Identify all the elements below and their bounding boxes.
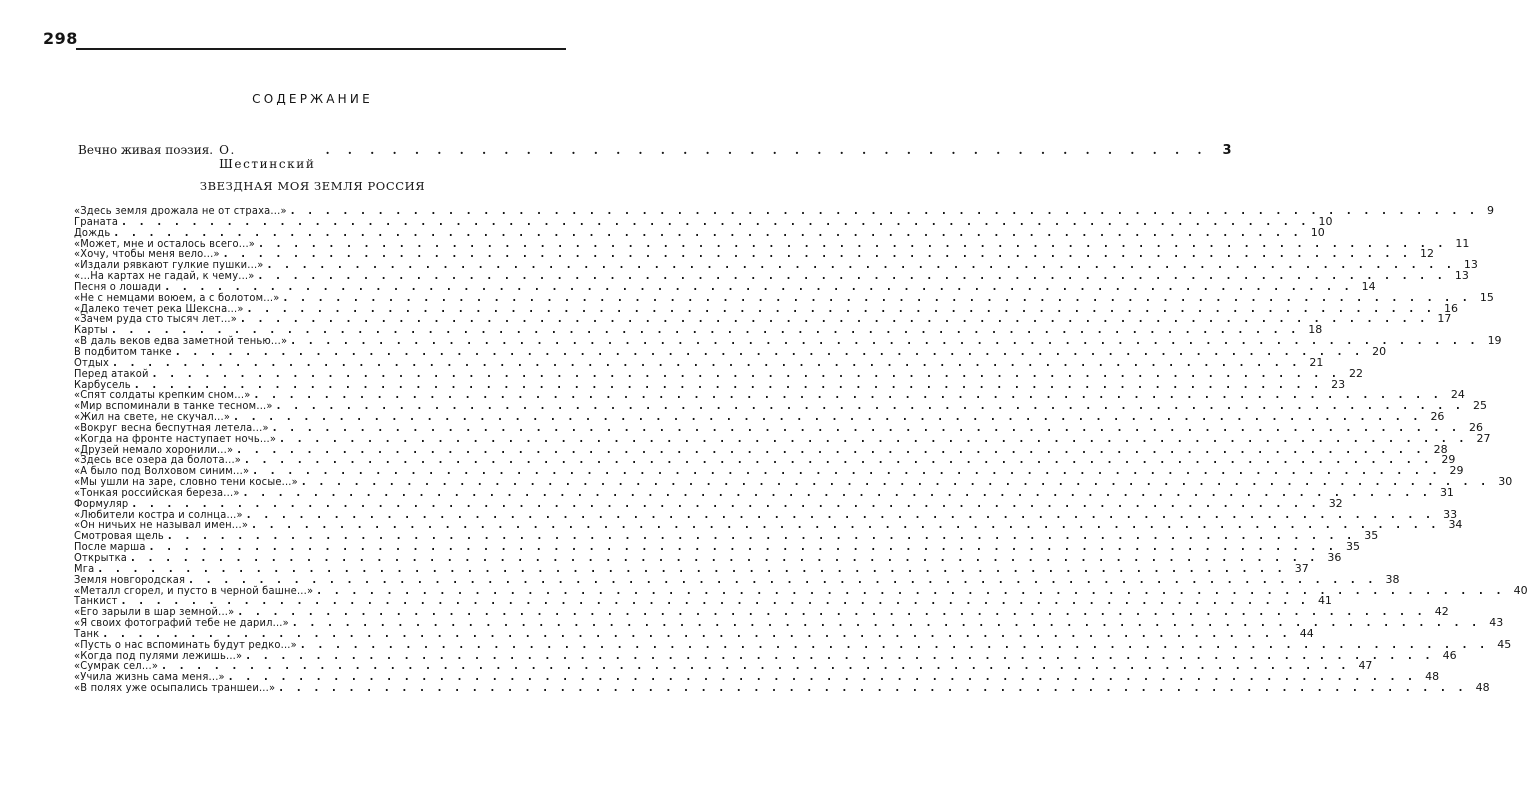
toc-entry-page-number: 25 — [1472, 399, 1487, 413]
dot-leader: . . . . . . . . . . . . . . . . . . . . . . . . . . . . . . . . . . . . . . . . . . . . . . . . . . . . . . . . . . . . . . . . . . . . — [134, 377, 1324, 391]
toc-entry-title: «Издали рявкают гулкие пушки...» — [74, 258, 264, 272]
dot-leader: . . . . . . . . . . . . . . . . . . . . . . . . . . . . . . . . . . . . . . . . . . . . . . . . . . . . . . . . . . . . . . . . . . . . — [132, 496, 1321, 510]
toc-entry-title: «Когда на фронте наступает ночь...» — [74, 431, 277, 445]
dot-leader: . . . . . . . . . . . . . . . . . . . . . . . . . . . . . . . . . . . . . . . . . . . . . . . . . . . . . . . . . . . . . . . . . . . . — [241, 312, 1430, 326]
dot-leader: . . . . . . . . . . . . . . . . . . . . . . . . . . . . . . . . . . . . . . . . . . . . . . . . . . . . . . . . . . . . . . . . . . . . — [253, 464, 1442, 478]
dot-leader: . . . . . . . . . . . . . . . . . . . . . . . . . . . . . . . . . . . . . . . . . . . . . . . . . . . . . . . . . . . . . . . . . . . . — [113, 355, 1302, 369]
dot-leader: . . . . . . . . . . . . . . . . . . . . . . . . . . . . . . . . . . . . . . . . . . . . . . . . . . . . . . . . . . . . . . . . . . . . — [317, 583, 1506, 597]
toc-entry-page-number: 10 — [1318, 214, 1333, 228]
toc-entry-title: Открытка — [74, 551, 128, 564]
toc-entry-page-number: 17 — [1437, 312, 1452, 326]
toc-entry-title: Дождь — [74, 225, 111, 239]
dot-leader: . . . . . . . . . . . . . . . . . . . . . . . . . . . . . . . . . . . . . . . . . . . . . . . . . . . . . . . . . . . . . . . . . . . . — [234, 410, 1423, 424]
dot-leader: . . . . . . . . . . . . . . . . . . . . . . . . . . . . . . . . . . . . . . . . . . . . . . . . . . . . . . . . . . . . . . . . . . . . — [246, 507, 1436, 521]
dot-leader: . . . . . . . . . . . . . . . . . . . . . . . . . . . . . . . . . . . . . . . . . . . . . . . . . . . . . . . . . . . . . . . . . . . . — [238, 605, 1427, 619]
toc-entry-page-number: 35 — [1345, 540, 1360, 554]
dot-leader: . . . . . . . . . . . . . . . . . . . . . . . . . . . . . . . . . . . . . . . . . . . . . . . . . . . . . . . . . . . . . . . . . . . . — [280, 431, 1469, 445]
toc-entry — [74, 681, 1490, 695]
dot-leader: . . . . . . . . . . . . . . . . . . . . . . . . . . . . . . . . . . . . . . . . . . . . . . . . . . . . . . . . . . . . . . . . . . . . — [292, 616, 1482, 630]
dot-leader: . . . . . . . . . . . . . . . . . . . . . . . . . . . . . . . . . . . . . . . . — [325, 143, 1209, 157]
toc-entry-page-number: 32 — [1328, 496, 1343, 510]
toc-entry-title: Перед атакой — [74, 366, 149, 380]
toc-entry-page-number: 30 — [1498, 475, 1513, 489]
dot-leader: . . . . . . . . . . . . . . . . . . . . . . . . . . . . . . . . . . . . . . . . . . . . . . . . . . . . . . . . . . . . . . . . . . . . — [252, 518, 1441, 532]
toc-entry-title: Песня о лошади — [74, 279, 162, 293]
dot-leader: . . . . . . . . . . . . . . . . . . . . . . . . . . . . . . . . . . . . . . . . . . . . . . . . . . . . . . . . . . . . . . . . . . . . — [122, 214, 1311, 228]
toc-entry-title: «Металл сгорел, и пусто в черной башне...» — [74, 583, 314, 597]
toc-entry-title: «Пусть о нас вспоминать будут редко...» — [74, 637, 297, 651]
toc-entry-title: «Хочу, чтобы меня вело...» — [74, 247, 220, 261]
toc-entry-title: «Здесь все озера да болота...» — [74, 453, 242, 467]
dot-leader: . . . . . . . . . . . . . . . . . . . . . . . . . . . . . . . . . . . . . . . . . . . . . . . . . . . . . . . . . . . . . . . . . . . . — [276, 399, 1465, 413]
toc-entry-page-number: 42 — [1434, 605, 1449, 619]
toc-entry-page-number: 29 — [1441, 453, 1456, 467]
dot-leader: . . . . . . . . . . . . . . . . . . . . . . . . . . . . . . . . . . . . . . . . . . . . . . . . . . . . . . . . . . . . . . . . . . . . — [223, 247, 1413, 261]
toc-entry-title: «А было под Волховом синим...» — [74, 464, 250, 478]
dot-leader: . . . . . . . . . . . . . . . . . . . . . . . . . . . . . . . . . . . . . . . . . . . . . . . . . . . . . . . . . . . . . . . . . . . . — [259, 236, 1448, 250]
toc-entry-title: «Мы ушли на заре, словно тени косые...» — [74, 475, 298, 489]
toc-entry-title: «Мир вспоминали в танке тесном...» — [74, 399, 273, 413]
toc-entry-title: «Зачем руда сто тысяч лет...» — [74, 312, 238, 326]
dot-leader: . . . . . . . . . . . . . . . . . . . . . . . . . . . . . . . . . . . . . . . . . . . . . . . . . . . . . . . . . . . . . . . . . . . . — [246, 648, 1435, 662]
toc-entry-title: «Учила жизнь сама меня...» — [74, 670, 225, 684]
toc-entry-page-number: 13 — [1463, 258, 1478, 272]
dot-leader: . . . . . . . . . . . . . . . . . . . . . . . . . . . . . . . . . . . . . . . . . . . . . . . . . . . . . . . . . . . . . . . . . . . . — [301, 475, 1491, 489]
dot-leader: . . . . . . . . . . . . . . . . . . . . . . . . . . . . . . . . . . . . . . . . . . . . . . . . . . . . . . . . . . . . . . . . . . . . — [267, 258, 1456, 272]
dot-leader: . . . . . . . . . . . . . . . . . . . . . . . . . . . . . . . . . . . . . . . . . . . . . . . . . . . . . . . . . . . . . . . . . . . . — [149, 540, 1338, 554]
dot-leader: . . . . . . . . . . . . . . . . . . . . . . . . . . . . . . . . . . . . . . . . . . . . . . . . . . . . . . . . . . . . . . . . . . . . — [189, 572, 1378, 586]
toc-entry-page-number: 26 — [1469, 420, 1484, 434]
dot-leader: . . . . . . . . . . . . . . . . . . . . . . . . . . . . . . . . . . . . . . . . . . . . . . . . . . . . . . . . . . . . . . . . . . . . — [121, 594, 1310, 608]
toc-entry-page-number: 16 — [1443, 301, 1458, 315]
toc-entry-title: «Тонкая российская береза...» — [74, 485, 240, 499]
toc-entry-page-number: 12 — [1420, 247, 1435, 261]
toc-entry-title: «Вокруг весна беспутная летела...» — [74, 420, 269, 434]
toc-entry-page-number: 13 — [1454, 269, 1469, 283]
dot-leader: . . . . . . . . . . . . . . . . . . . . . . . . . . . . . . . . . . . . . . . . . . . . . . . . . . . . . . . . . . . . . . . . . . . . — [162, 659, 1351, 673]
dot-leader: . . . . . . . . . . . . . . . . . . . . . . . . . . . . . . . . . . . . . . . . . . . . . . . . . . . . . . . . . . . . . . . . . . . . — [165, 279, 1354, 293]
intro-author: О. Шестинский — [219, 143, 316, 171]
dot-leader: . . . . . . . . . . . . . . . . . . . . . . . . . . . . . . . . . . . . . . . . . . . . . . . . . . . . . . . . . . . . . . . . . . . . — [111, 323, 1301, 337]
toc-entry-title: «Его зарыли в шар земной...» — [74, 605, 235, 619]
toc-entry-title: После марша — [74, 540, 146, 554]
toc-entry-page-number: 10 — [1310, 225, 1325, 239]
toc-entry-page-number: 9 — [1487, 204, 1495, 217]
toc-entry-page-number: 48 — [1475, 681, 1490, 695]
header-rule — [76, 48, 566, 50]
dot-leader: . . . . . . . . . . . . . . . . . . . . . . . . . . . . . . . . . . . . . . . . . . . . . . . . . . . . . . . . . . . . . . . . . . . . — [291, 334, 1480, 348]
toc-entry-title: «Далеко течет река Шексна...» — [74, 301, 244, 315]
intro-title: Вечно живая поэзия. — [78, 143, 214, 157]
dot-leader: . . . . . . . . . . . . . . . . . . . . . . . . . . . . . . . . . . . . . . . . . . . . . . . . . . . . . . . . . . . . . . . . . . . . — [247, 301, 1436, 315]
dot-leader: . . . . . . . . . . . . . . . . . . . . . . . . . . . . . . . . . . . . . . . . . . . . . . . . . . . . . . . . . . . . . . . . . . . . — [279, 681, 1468, 695]
toc-entry-title: «Жил на свете, не скучал...» — [74, 410, 231, 424]
toc-entry-title: «Друзей немало хоронили...» — [74, 442, 234, 456]
toc-entry-page-number: 46 — [1442, 648, 1457, 662]
toc-entry-title: «Здесь земля дрожала не от страха...» — [74, 204, 287, 217]
dot-leader: . . . . . . . . . . . . . . . . . . . . . . . . . . . . . . . . . . . . . . . . . . . . . . . . . . . . . . . . . . . . . . . . . . . . — [243, 485, 1432, 499]
toc-entry-title: «В полях уже осыпались траншеи...» — [74, 681, 276, 695]
toc-entry-page-number: 18 — [1308, 323, 1323, 337]
toc-entry-page-number: 11 — [1455, 236, 1470, 250]
toc-entry-page-number: 20 — [1372, 344, 1387, 358]
toc-entry-page-number: 34 — [1448, 518, 1463, 532]
dot-leader: . . . . . . . . . . . . . . . . . . . . . . . . . . . . . . . . . . . . . . . . . . . . . . . . . . . . . . . . . . . . . . . . . . . . — [300, 637, 1490, 651]
toc-entry-page-number: 14 — [1361, 279, 1376, 293]
toc-entry-title: Мга — [74, 561, 95, 575]
toc-entry-title: «Может, мне и осталось всего...» — [74, 236, 256, 250]
toc-entry-title: Граната — [74, 214, 119, 228]
toc-entry-page-number: 29 — [1449, 464, 1464, 478]
toc-list — [74, 204, 1528, 695]
toc-entry-title: «Он ничьих не называл имен...» — [74, 518, 249, 532]
toc-entry-page-number: 48 — [1425, 670, 1440, 684]
toc-entry-page-number: 26 — [1430, 410, 1445, 424]
dot-leader: . . . . . . . . . . . . . . . . . . . . . . . . . . . . . . . . . . . . . . . . . . . . . . . . . . . . . . . . . . . . . . . . . . . . — [103, 626, 1292, 640]
intro-page-number: 3 — [1222, 143, 1232, 158]
toc-entry-page-number: 37 — [1294, 561, 1309, 575]
toc-entry-page-number: 19 — [1487, 334, 1502, 348]
dot-leader: . . . . . . . . . . . . . . . . . . . . . . . . . . . . . . . . . . . . . . . . . . . . . . . . . . . . . . . . . . . . . . . . . . . . — [175, 344, 1365, 358]
toc-entry-page-number: 15 — [1479, 290, 1494, 304]
toc-entry-title: Формуляр — [74, 496, 129, 510]
toc-entry-page-number: 41 — [1317, 594, 1332, 608]
page-number: 298 — [43, 29, 78, 48]
toc-entry-page-number: 21 — [1309, 355, 1324, 369]
toc-entry-title: «...На картах не гадай, к чему...» — [74, 269, 255, 283]
toc-entry-title: Танк — [74, 626, 100, 640]
dot-leader: . . . . . . . . . . . . . . . . . . . . . . . . . . . . . . . . . . . . . . . . . . . . . . . . . . . . . . . . . . . . . . . . . . . . — [272, 420, 1462, 434]
toc-entry-title: «Любители костра и солнца...» — [74, 507, 243, 521]
toc-entry-page-number: 45 — [1497, 637, 1512, 651]
toc-entry-page-number: 44 — [1299, 626, 1314, 640]
toc-entry-title: «Когда под пулями лежишь...» — [74, 648, 243, 662]
toc-entry-page-number: 43 — [1489, 616, 1504, 630]
dot-leader: . . . . . . . . . . . . . . . . . . . . . . . . . . . . . . . . . . . . . . . . . . . . . . . . . . . . . . . . . . . . . . . . . . . . — [228, 670, 1418, 684]
toc-entry-title: «Я своих фотографий тебе не дарил...» — [74, 616, 289, 630]
dot-leader: . . . . . . . . . . . . . . . . . . . . . . . . . . . . . . . . . . . . . . . . . . . . . . . . . . . . . . . . . . . . . . . . . . . . — [131, 551, 1320, 564]
toc-entry-title: Карбусель — [74, 377, 131, 391]
dot-leader: . . . . . . . . . . . . . . . . . . . . . . . . . . . . . . . . . . . . . . . . . . . . . . . . . . . . . . . . . . . . . . . . . . . . — [258, 269, 1447, 283]
toc-entry-title: Земля новгородская — [74, 572, 186, 586]
toc-entry-title: «Не с немцами воюем, а с болотом...» — [74, 290, 280, 304]
toc-entry-title: Отдых — [74, 355, 110, 369]
toc-entry-page-number: 28 — [1433, 442, 1448, 456]
toc-entry-page-number: 24 — [1450, 388, 1465, 402]
toc-entry-page-number: 38 — [1385, 572, 1400, 586]
dot-leader: . . . . . . . . . . . . . . . . . . . . . . . . . . . . . . . . . . . . . . . . . . . . . . . . . . . . . . . . . . . . . . . . . . . . — [290, 204, 1480, 217]
dot-leader: . . . . . . . . . . . . . . . . . . . . . . . . . . . . . . . . . . . . . . . . . . . . . . . . . . . . . . . . . . . . . . . . . . . . — [167, 529, 1357, 543]
toc-entry-page-number: 33 — [1443, 507, 1458, 521]
dot-leader: . . . . . . . . . . . . . . . . . . . . . . . . . . . . . . . . . . . . . . . . . . . . . . . . . . . . . . . . . . . . . . . . . . . . — [237, 442, 1426, 456]
dot-leader: . . . . . . . . . . . . . . . . . . . . . . . . . . . . . . . . . . . . . . . . . . . . . . . . . . . . . . . . . . . . . . . . . . . . — [254, 388, 1443, 402]
toc-entry-title: В подбитом танке — [74, 344, 172, 358]
section-title: ЗВЕЗДНАЯ МОЯ ЗЕМЛЯ РОССИЯ — [199, 179, 426, 193]
dot-leader: . . . . . . . . . . . . . . . . . . . . . . . . . . . . . . . . . . . . . . . . . . . . . . . . . . . . . . . . . . . . . . . . . . . . — [245, 453, 1434, 467]
toc-entry-title: «Спят солдаты крепким сном...» — [74, 388, 251, 402]
toc-entry-title: «В даль веков едва заметной тенью...» — [74, 334, 288, 348]
toc-entry-title: «Сумрак сел...» — [74, 659, 159, 673]
intro-entry — [78, 143, 1232, 171]
toc-entry-page-number: 47 — [1358, 659, 1373, 673]
toc-entry-title: Смотровая щель — [74, 529, 164, 543]
dot-leader: . . . . . . . . . . . . . . . . . . . . . . . . . . . . . . . . . . . . . . . . . . . . . . . . . . . . . . . . . . . . . . . . . . . . — [98, 561, 1287, 575]
toc-entry-title: Танкист — [74, 594, 118, 608]
toc-entry-page-number: 36 — [1327, 551, 1342, 564]
contents-title: СОДЕРЖАНИЕ — [252, 92, 373, 106]
toc-entry-page-number: 35 — [1364, 529, 1379, 543]
toc-entry-page-number: 27 — [1476, 431, 1491, 445]
dot-leader: . . . . . . . . . . . . . . . . . . . . . . . . . . . . . . . . . . . . . . . . . . . . . . . . . . . . . . . . . . . . . . . . . . . . — [283, 290, 1472, 304]
dot-leader: . . . . . . . . . . . . . . . . . . . . . . . . . . . . . . . . . . . . . . . . . . . . . . . . . . . . . . . . . . . . . . . . . . . . — [152, 366, 1341, 380]
toc-entry-page-number: 40 — [1513, 583, 1528, 597]
toc-entry-page-number: 23 — [1331, 377, 1346, 391]
dot-leader: . . . . . . . . . . . . . . . . . . . . . . . . . . . . . . . . . . . . . . . . . . . . . . . . . . . . . . . . . . . . . . . . . . . . — [114, 225, 1303, 239]
toc-entry-page-number: 31 — [1439, 485, 1454, 499]
toc-entry-page-number: 22 — [1349, 366, 1363, 380]
toc-entry-title: Карты — [74, 323, 108, 337]
